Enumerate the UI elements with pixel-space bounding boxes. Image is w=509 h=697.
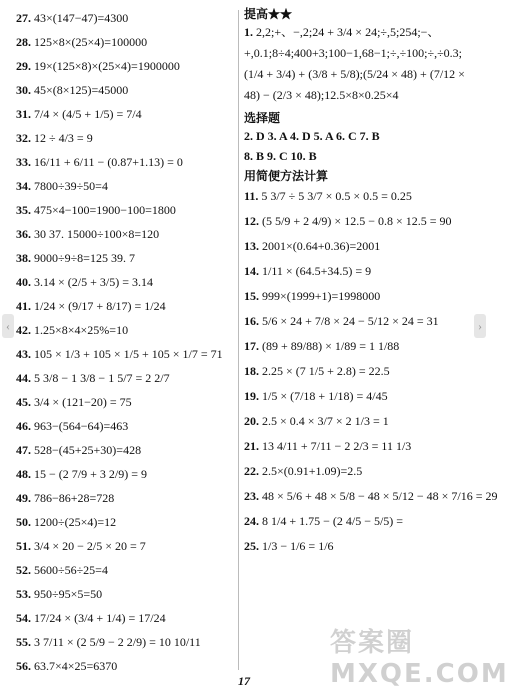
item-text: 15 − (2 7/9 + 3 2/9) = 9 bbox=[34, 467, 147, 481]
answer-item bbox=[16, 270, 234, 294]
item-text: 5600÷56÷25=4 bbox=[34, 563, 108, 577]
answer-item bbox=[16, 438, 234, 462]
item-text: 19×(125×8)×(25×4)=1900000 bbox=[34, 59, 180, 73]
item-number: 51. bbox=[16, 539, 31, 553]
answer-item bbox=[244, 484, 498, 509]
item-number: 24. bbox=[244, 514, 259, 528]
item-number: 19. bbox=[244, 389, 259, 403]
item-number: 21. bbox=[244, 439, 259, 453]
item-text: 950÷95×5=50 bbox=[34, 587, 103, 601]
answer-item bbox=[16, 318, 234, 342]
item-number: 36. bbox=[16, 227, 31, 241]
answer-item bbox=[16, 486, 234, 510]
item-number: 22. bbox=[244, 464, 259, 478]
item-text: 12 ÷ 4/3 = 9 bbox=[34, 131, 93, 145]
item-text: 1/3 − 1/6 = 1/6 bbox=[262, 539, 334, 553]
left-column bbox=[16, 6, 234, 678]
simple-calc-list bbox=[244, 184, 498, 559]
item-text: 125×8×(25×4)=100000 bbox=[34, 35, 148, 49]
item-number: 40. bbox=[16, 275, 31, 289]
item-text: 2.5×(0.91+1.09)=2.5 bbox=[262, 464, 363, 478]
item-text: (89 + 89/88) × 1/89 = 1 1/88 bbox=[262, 339, 400, 353]
item-text: 7/4 × (4/5 + 1/5) = 7/4 bbox=[34, 107, 142, 121]
item-text: 30 37. 15000÷100×8=120 bbox=[34, 227, 160, 241]
item-text: 3 7/11 × (2 5/9 − 2 2/9) = 10 10/11 bbox=[34, 635, 201, 649]
next-page-arrow[interactable]: › bbox=[474, 314, 486, 338]
answer-item bbox=[16, 198, 234, 222]
item-number: 54. bbox=[16, 611, 31, 625]
answer-item bbox=[16, 6, 234, 30]
item-number: 47. bbox=[16, 443, 31, 457]
page-number: 17 bbox=[238, 674, 250, 688]
answer-item bbox=[16, 366, 234, 390]
item-number: 42. bbox=[16, 323, 31, 337]
item-text: 2,2;+、−,2;24 + 3/4 × 24;÷,5;254;−、+,0.1;8÷4;400+3;100−1,68−1;÷,÷100;÷,÷0.3;(1/4 + 3/4) + (3/8 + 5/8);(5/24 × 48) + (7/12 × 48) − (2/3 × 48);12.5×8×0.25×4 bbox=[244, 25, 465, 102]
prev-page-arrow[interactable]: ‹ bbox=[2, 314, 14, 338]
item-text: 528−(45+25+30)=428 bbox=[34, 443, 142, 457]
item-text: 3/4 × (121−20) = 75 bbox=[34, 395, 132, 409]
item-text: 45×(8×125)=45000 bbox=[34, 83, 129, 97]
answer-item bbox=[16, 30, 234, 54]
choice-answers-row-2: 8. B 9. C 10. B bbox=[244, 149, 317, 163]
answer-item bbox=[16, 174, 234, 198]
item-number: 32. bbox=[16, 131, 31, 145]
right-column bbox=[244, 6, 498, 559]
answer-item bbox=[244, 434, 480, 459]
answer-item bbox=[16, 102, 234, 126]
item-number: 20. bbox=[244, 414, 259, 428]
item-number: 14. bbox=[244, 264, 259, 278]
answer-item bbox=[16, 294, 234, 318]
item-text: 1/11 × (64.5+34.5) = 9 bbox=[262, 264, 372, 278]
item-number: 53. bbox=[16, 587, 31, 601]
item-text: 5/6 × 24 + 7/8 × 24 − 5/12 × 24 = 31 bbox=[262, 314, 439, 328]
item-text: 2.5 × 0.4 × 3/7 × 2 1/3 = 1 bbox=[262, 414, 389, 428]
item-text: 43×(147−47)=4300 bbox=[34, 11, 129, 25]
answer-item bbox=[16, 558, 234, 582]
item-number: 55. bbox=[16, 635, 31, 649]
item-number: 49. bbox=[16, 491, 31, 505]
item-text: 999×(1999+1)=1998000 bbox=[262, 289, 381, 303]
item-number: 45. bbox=[16, 395, 31, 409]
item-text: 3/4 × 20 − 2/5 × 20 = 7 bbox=[34, 539, 146, 553]
answer-item bbox=[244, 359, 480, 384]
answer-item bbox=[244, 209, 480, 234]
answer-item bbox=[244, 234, 480, 259]
item-number: 48. bbox=[16, 467, 31, 481]
column-divider bbox=[238, 10, 239, 670]
item-number: 56. bbox=[16, 659, 31, 673]
answer-item bbox=[16, 414, 234, 438]
item-number: 33. bbox=[16, 155, 31, 169]
item-number: 50. bbox=[16, 515, 31, 529]
answer-item bbox=[16, 510, 234, 534]
section-heading-improve: 提高★★ bbox=[244, 7, 293, 21]
answer-item-1 bbox=[244, 22, 480, 106]
item-number: 41. bbox=[16, 299, 31, 313]
item-text: 105 × 1/3 + 105 × 1/5 + 105 × 1/7 = 71 bbox=[34, 347, 223, 361]
answer-item bbox=[244, 334, 480, 359]
answer-item bbox=[16, 630, 234, 654]
answer-item bbox=[244, 459, 480, 484]
item-text: 48 × 5/6 + 48 × 5/8 − 48 × 5/12 − 48 × 7/16 = 29 bbox=[262, 489, 498, 503]
item-number: 17. bbox=[244, 339, 259, 353]
item-text: 3.14 × (2/5 + 3/5) = 3.14 bbox=[34, 275, 153, 289]
answer-item bbox=[244, 409, 480, 434]
item-text: 1200÷(25×4)=12 bbox=[34, 515, 117, 529]
section-heading-simple-calc: 用简便方法计算 bbox=[244, 169, 329, 183]
answer-item bbox=[16, 150, 234, 174]
item-text: 9000÷9÷8=125 39. 7 bbox=[34, 251, 135, 265]
choice-answers-row-1: 2. D 3. A 4. D 5. A 6. C 7. B bbox=[244, 129, 380, 143]
answer-item bbox=[244, 184, 480, 209]
answer-item bbox=[16, 534, 234, 558]
item-number: 18. bbox=[244, 364, 259, 378]
item-text: (5 5/9 + 2 4/9) × 12.5 − 0.8 × 12.5 = 90 bbox=[262, 214, 452, 228]
item-number: 23. bbox=[244, 489, 259, 503]
answer-item bbox=[16, 606, 234, 630]
item-number: 30. bbox=[16, 83, 31, 97]
item-text: 1.25×8×4×25%=10 bbox=[34, 323, 129, 337]
answer-item bbox=[16, 54, 234, 78]
item-text: 17/24 × (3/4 + 1/4) = 17/24 bbox=[34, 611, 166, 625]
answer-item bbox=[16, 582, 234, 606]
watermark: 答案圈 MXQE.COM bbox=[330, 628, 509, 689]
item-number: 25. bbox=[244, 539, 259, 553]
item-text: 1/24 × (9/17 + 8/17) = 1/24 bbox=[34, 299, 166, 313]
item-text: 2.25 × (7 1/5 + 2.8) = 22.5 bbox=[262, 364, 390, 378]
item-text: 786−86+28=728 bbox=[34, 491, 115, 505]
item-number: 11. bbox=[244, 189, 259, 203]
item-number: 28. bbox=[16, 35, 31, 49]
item-number: 15. bbox=[244, 289, 259, 303]
item-text: 7800÷39÷50=4 bbox=[34, 179, 108, 193]
item-text: 2001×(0.64+0.36)=2001 bbox=[262, 239, 381, 253]
item-number: 12. bbox=[244, 214, 259, 228]
item-number: 38. bbox=[16, 251, 31, 265]
item-text: 1/5 × (7/18 + 1/18) = 4/45 bbox=[262, 389, 388, 403]
item-number: 34. bbox=[16, 179, 31, 193]
answer-item bbox=[16, 462, 234, 486]
answer-item bbox=[16, 390, 234, 414]
answer-item bbox=[244, 284, 480, 309]
item-number: 43. bbox=[16, 347, 31, 361]
item-number: 31. bbox=[16, 107, 31, 121]
item-text: 963−(564−64)=463 bbox=[34, 419, 129, 433]
answer-item bbox=[244, 384, 480, 409]
item-number: 46. bbox=[16, 419, 31, 433]
item-text: 13 4/11 + 7/11 − 2 2/3 = 11 1/3 bbox=[262, 439, 412, 453]
answer-item bbox=[16, 222, 234, 246]
item-number: 35. bbox=[16, 203, 31, 217]
answer-item bbox=[244, 309, 480, 334]
answer-item bbox=[244, 259, 480, 284]
item-number: 16. bbox=[244, 314, 259, 328]
item-number: 27. bbox=[16, 11, 31, 25]
item-number: 13. bbox=[244, 239, 259, 253]
answer-item bbox=[16, 246, 234, 270]
item-text: 16/11 + 6/11 − (0.87+1.13) = 0 bbox=[34, 155, 183, 169]
section-heading-choice: 选择题 bbox=[244, 111, 281, 125]
answer-item bbox=[244, 534, 480, 559]
answer-item bbox=[16, 78, 234, 102]
item-text: 5 3/7 ÷ 5 3/7 × 0.5 × 0.5 = 0.25 bbox=[261, 189, 412, 203]
item-number: 44. bbox=[16, 371, 31, 385]
answer-item bbox=[16, 126, 234, 150]
item-number: 52. bbox=[16, 563, 31, 577]
item-text: 8 1/4 + 1.75 − (2 4/5 − 5/5) = bbox=[262, 514, 404, 528]
item-text: 63.7×4×25=6370 bbox=[34, 659, 118, 673]
item-number: 29. bbox=[16, 59, 31, 73]
answer-item bbox=[16, 342, 234, 366]
answer-item bbox=[244, 509, 480, 534]
item-text: 5 3/8 − 1 3/8 − 1 5/7 = 2 2/7 bbox=[34, 371, 170, 385]
item-text: 475×4−100=1900−100=1800 bbox=[34, 203, 176, 217]
item-number: 1. bbox=[244, 25, 253, 39]
